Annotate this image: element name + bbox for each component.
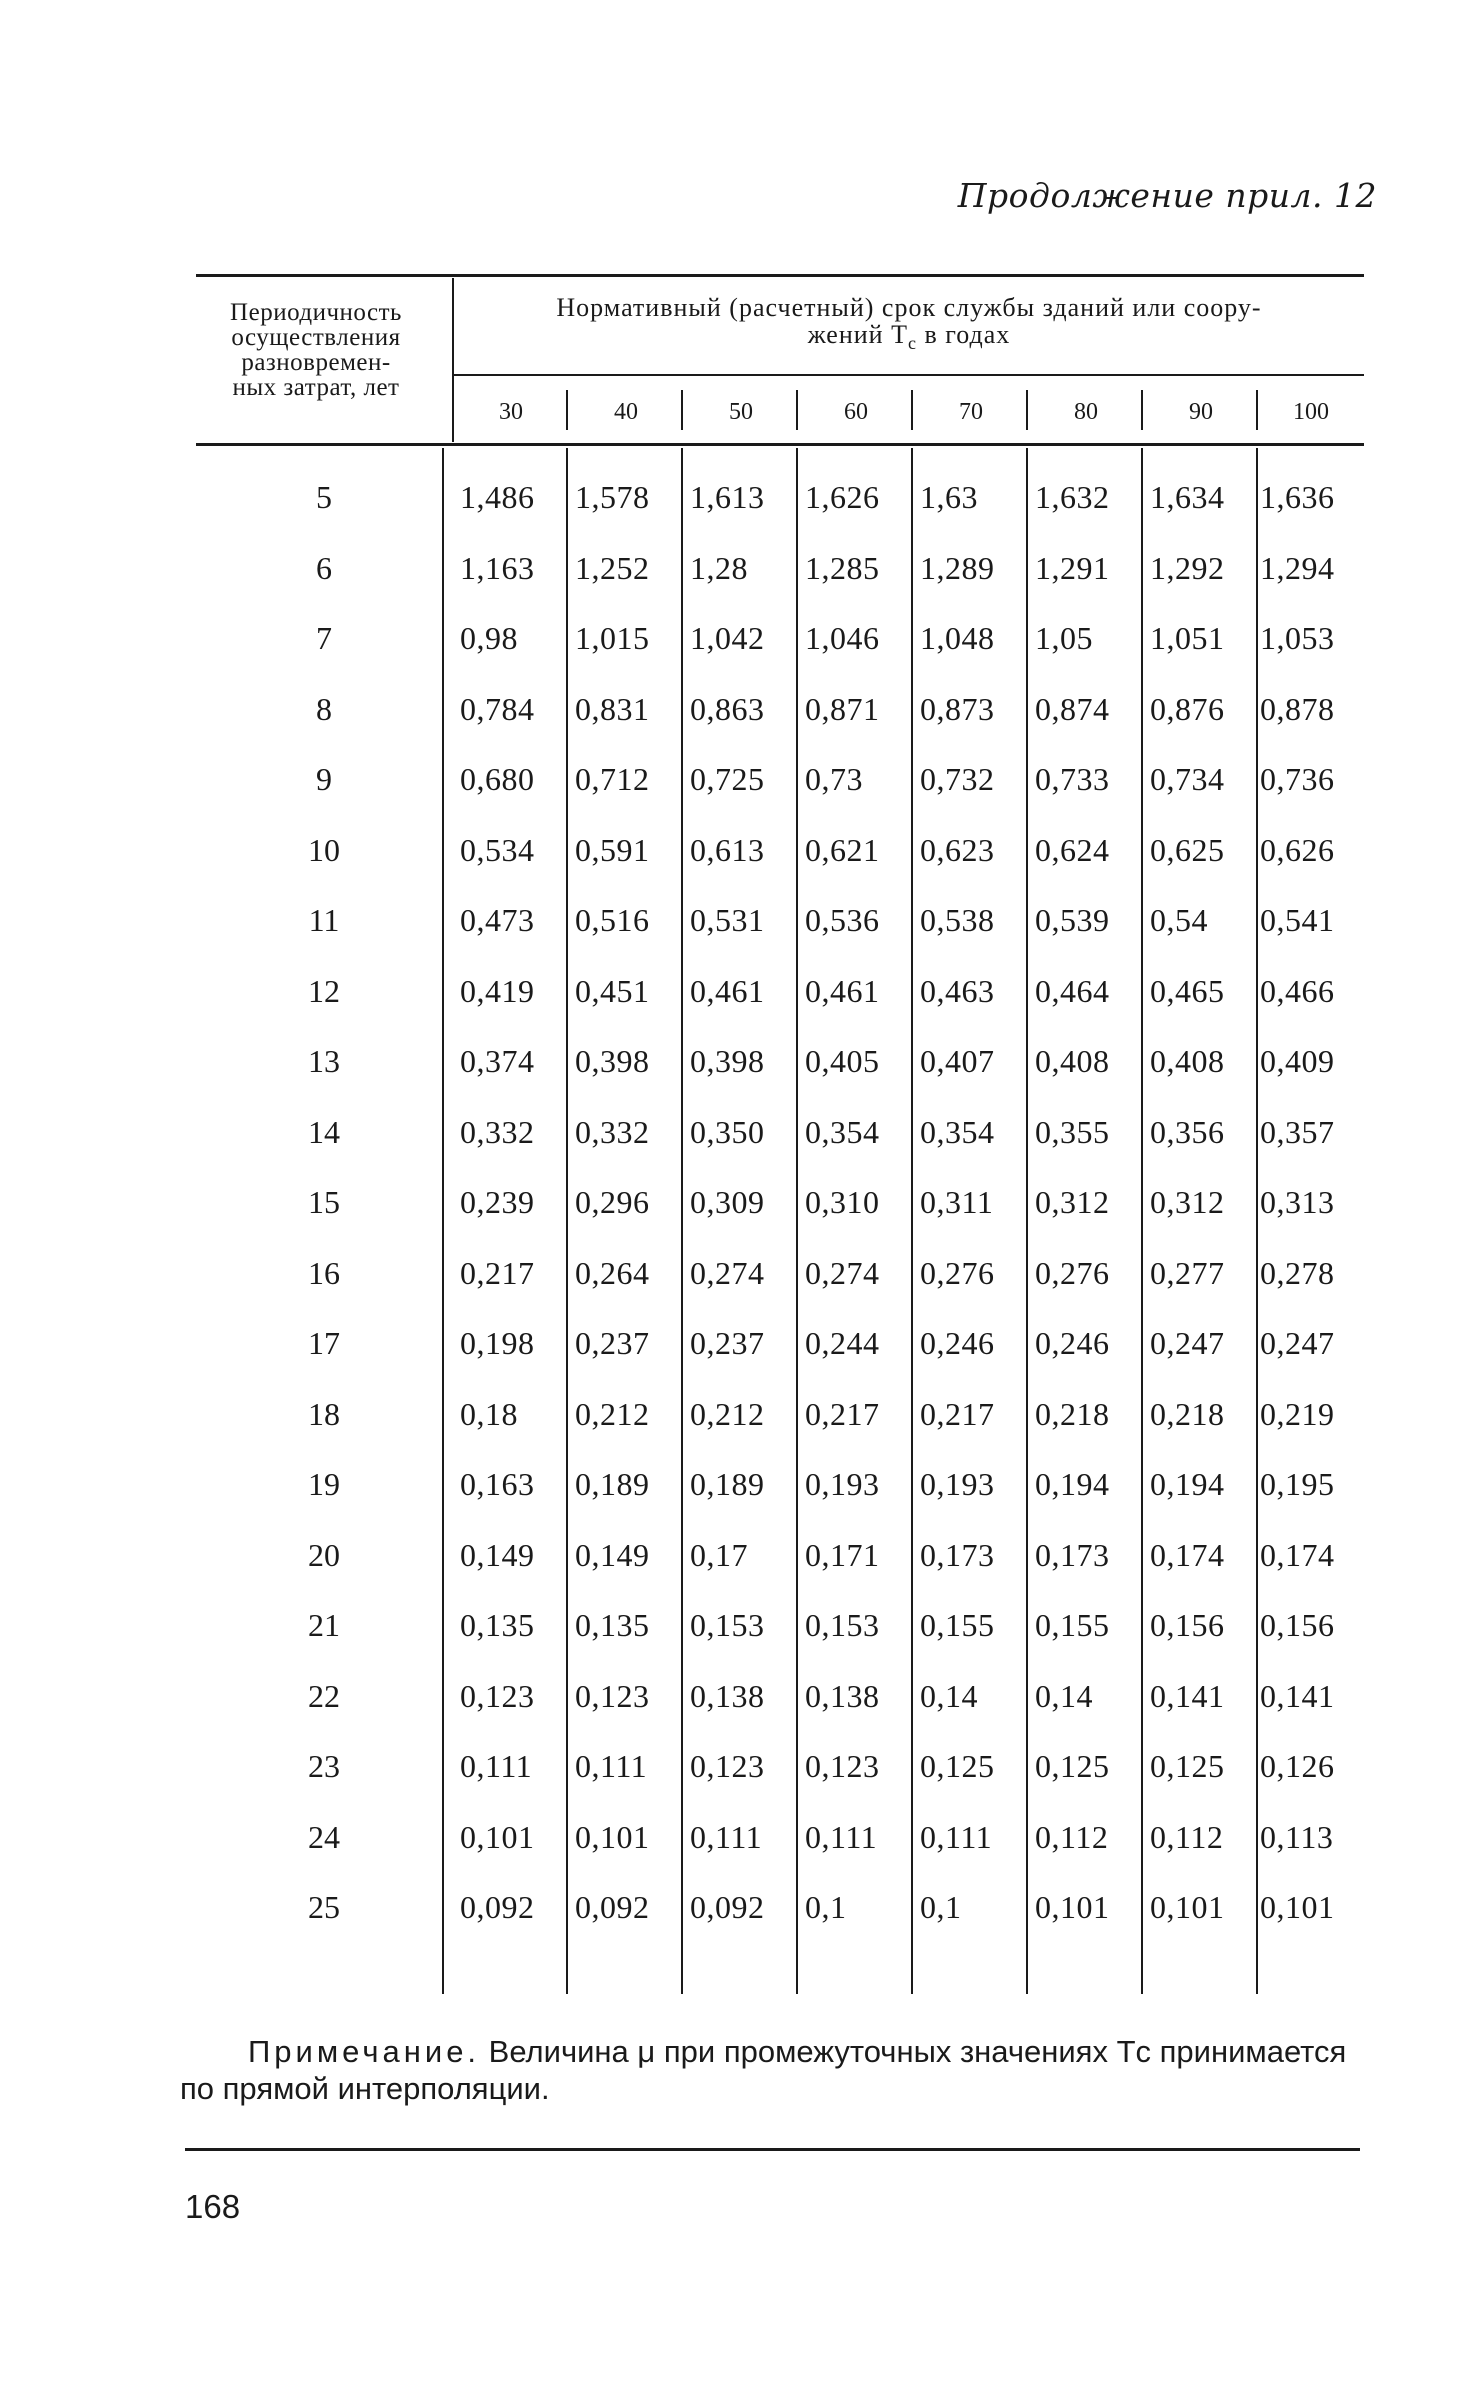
table-cell: 0,264 [575,1254,650,1291]
table-cell: 0,624 [1035,831,1110,868]
table-cell: 1,486 [460,479,535,515]
row-period: 24 [308,1818,340,1855]
period-header-line: разновремен- [241,349,391,376]
table-cell: 0,101 [460,1818,535,1855]
table-cell: 0,141 [1260,1677,1335,1714]
table-cell: 0,101 [1150,1889,1225,1925]
table-cell: 0,163 [460,1466,535,1502]
service-life-header-prefix: жений T [807,320,908,349]
column-header-divider [1026,390,1028,430]
table-cell: 0,246 [920,1325,995,1361]
table-cell: 0,126 [1260,1748,1335,1784]
table-cell: 0,101 [575,1818,650,1855]
period-header [196,300,436,400]
table-cell: 0,247 [1260,1325,1335,1361]
table-cell: 0,247 [1150,1325,1225,1361]
table-cell: 0,461 [805,972,880,1009]
table-cell: 0,101 [1035,1889,1110,1925]
table-cell: 1,291 [1035,549,1110,586]
table-cell: 0,473 [460,902,535,938]
table-cell: 0,195 [1260,1466,1335,1502]
column-divider [681,448,683,1994]
table-note [180,2033,1360,2107]
table-cell: 0,374 [460,1043,535,1079]
table-cell: 0,123 [690,1748,765,1784]
table-cell: 1,053 [1260,620,1335,656]
column-header-divider [911,390,913,430]
tc-subscript: c [907,333,917,353]
table-cell: 0,198 [460,1325,535,1361]
table-cell: 0,408 [1150,1043,1225,1079]
table-cell: 0,873 [920,690,995,727]
table-cell: 0,332 [460,1113,535,1150]
table-cell: 0,17 [690,1536,748,1573]
table-cell: 0,244 [805,1325,880,1361]
table-cell: 0,621 [805,831,880,868]
table-cell: 0,113 [1260,1818,1334,1855]
column-header: 90 [1189,399,1213,425]
table-cell: 1,05 [1035,620,1093,656]
table-cell: 0,350 [690,1113,765,1150]
table-cell: 0,218 [1150,1395,1225,1432]
table-cell: 1,292 [1150,549,1225,586]
row-period: 17 [308,1325,340,1361]
column-divider [1026,448,1028,1994]
service-life-header-suffix: в годах [916,320,1011,349]
table-cell: 0,536 [805,902,880,938]
row-period: 9 [316,761,332,797]
table-cell: 0,189 [575,1466,650,1502]
table-cell: 0,277 [1150,1254,1225,1291]
table-cell: 0,217 [805,1395,880,1432]
table-cell: 1,042 [690,620,765,656]
table-cell: 0,276 [1035,1254,1110,1291]
table-cell: 1,289 [920,549,995,586]
column-header: 70 [959,399,983,425]
column-divider [1141,448,1143,1994]
table-cell: 0,194 [1150,1466,1225,1502]
row-period: 19 [308,1466,340,1502]
table-cell: 0,111 [805,1818,878,1855]
table-cell: 0,312 [1150,1184,1225,1220]
table-cell: 0,212 [690,1395,765,1432]
table-cell: 0,149 [460,1536,535,1573]
table-cell: 0,125 [1150,1748,1225,1784]
table-cell: 0,135 [460,1607,535,1643]
table-cell: 0,149 [575,1536,650,1573]
table-cell: 0,332 [575,1113,650,1150]
coefficient-table [196,274,1364,1994]
table-cell: 0,153 [690,1607,765,1643]
table-cell: 0,135 [575,1607,650,1643]
row-period: 22 [308,1677,340,1714]
table-cell: 0,189 [690,1466,765,1502]
table-cell: 0,313 [1260,1184,1335,1220]
row-period: 16 [308,1254,340,1291]
table-cell: 0,625 [1150,831,1225,868]
note-text: Величина μ при промежуточных значениях Tс принимается по прямой интерполяции. [180,2034,1347,2106]
table-cell: 0,461 [690,972,765,1009]
table-cell: 0,173 [920,1536,995,1573]
table-cell: 0,534 [460,831,535,868]
table-cell: 0,408 [1035,1043,1110,1079]
table-cell: 0,138 [690,1677,765,1714]
table-cell: 0,878 [1260,690,1335,727]
column-header-divider [566,390,568,430]
row-period: 8 [316,690,332,727]
table-cell: 0,355 [1035,1113,1110,1150]
table-cell: 1,632 [1035,479,1110,515]
table-cell: 0,310 [805,1184,880,1220]
column-header: 40 [614,399,638,425]
table-cell: 1,28 [690,549,748,586]
column-header-divider [1141,390,1143,430]
table-cell: 0,274 [690,1254,765,1291]
table-cell: 0,111 [690,1818,763,1855]
table-cell: 0,123 [460,1677,535,1714]
table-cell: 0,871 [805,690,880,727]
table-cell: 0,1 [920,1889,962,1925]
table-cell: 0,18 [460,1395,518,1432]
column-header: 80 [1074,399,1098,425]
table-cell: 0,194 [1035,1466,1110,1502]
table-cell: 0,712 [575,761,650,797]
row-period: 25 [308,1889,340,1925]
row-period: 5 [316,479,332,515]
table-cell: 0,092 [460,1889,535,1925]
table-cell: 0,784 [460,690,535,727]
table-cell: 0,354 [920,1113,995,1150]
column-divider [796,448,798,1994]
table-cell: 1,252 [575,549,650,586]
table-cell: 0,405 [805,1043,880,1079]
table-cell: 0,54 [1150,902,1208,938]
table-cell: 1,163 [460,549,535,586]
table-cell: 0,73 [805,761,863,797]
table-cell: 0,237 [575,1325,650,1361]
table-cell: 0,732 [920,761,995,797]
table-cell: 0,516 [575,902,650,938]
table-cell: 0,111 [575,1748,648,1784]
table-cell: 1,285 [805,549,880,586]
table-cell: 0,212 [575,1395,650,1432]
table-cell: 0,725 [690,761,765,797]
period-header-line: Периодичность [230,299,402,326]
table-cell: 0,863 [690,690,765,727]
table-cell: 0,112 [1150,1818,1224,1855]
table-cell: 0,680 [460,761,535,797]
table-cell: 0,463 [920,972,995,1009]
table-cell: 0,538 [920,902,995,938]
table-top-rule [196,274,1364,277]
table-cell: 0,733 [1035,761,1110,797]
column-header: 100 [1293,399,1329,425]
header-bottom-rule [196,443,1364,446]
table-cell: 0,312 [1035,1184,1110,1220]
table-cell: 1,051 [1150,620,1225,656]
column-header-divider [681,390,683,430]
table-cell: 0,092 [575,1889,650,1925]
table-cell: 0,173 [1035,1536,1110,1573]
table-cell: 1,294 [1260,549,1335,586]
table-cell: 0,14 [920,1677,978,1714]
table-cell: 0,125 [920,1748,995,1784]
table-cell: 0,398 [690,1043,765,1079]
table-cell: 0,092 [690,1889,765,1925]
table-cell: 1,613 [690,479,765,515]
row-period: 14 [308,1113,340,1150]
service-life-header-line2 [454,321,1364,357]
table-cell: 0,237 [690,1325,765,1361]
table-cell: 0,156 [1260,1607,1335,1643]
table-cell: 0,734 [1150,761,1225,797]
table-cell: 0,541 [1260,902,1335,938]
column-header: 60 [844,399,868,425]
row-period: 21 [308,1607,340,1643]
table-cell: 0,111 [920,1818,993,1855]
table-cell: 1,578 [575,479,650,515]
row-period: 12 [308,972,340,1009]
table-cell: 1,634 [1150,479,1225,515]
page-number: 168 [185,2188,241,2225]
table-cell: 0,239 [460,1184,535,1220]
table-cell: 0,219 [1260,1395,1335,1432]
row-period: 11 [308,902,340,938]
period-header-line: ных затрат, лет [232,374,400,401]
table-cell: 0,626 [1260,831,1335,868]
table-cell: 0,101 [1260,1889,1335,1925]
table-cell: 0,356 [1150,1113,1225,1150]
row-period: 18 [308,1395,340,1432]
table-cell: 0,14 [1035,1677,1093,1714]
column-header: 30 [499,399,523,425]
table-cell: 0,217 [920,1395,995,1432]
table-cell: 0,174 [1260,1536,1335,1573]
row-period: 23 [308,1748,340,1784]
running-head: Продолжение прил. 12 [957,176,1377,215]
table-cell: 0,112 [1035,1818,1109,1855]
row-period: 13 [308,1043,340,1079]
table-cell: 0,613 [690,831,765,868]
table-cell: 0,155 [1035,1607,1110,1643]
row-period: 10 [308,831,340,868]
table-cell: 0,831 [575,690,650,727]
table-cell: 0,465 [1150,972,1225,1009]
table-cell: 0,193 [920,1466,995,1502]
table-cell: 0,311 [920,1184,994,1220]
table-cell: 0,531 [690,902,765,938]
table-cell: 0,123 [575,1677,650,1714]
table-cell: 0,138 [805,1677,880,1714]
table-cell: 0,357 [1260,1113,1335,1150]
table-cell: 0,171 [805,1536,880,1573]
table-cell: 0,736 [1260,761,1335,797]
footer-rule [185,2148,1360,2151]
service-life-header-line1: Нормативный (расчетный) срок службы зданий или соору- [556,293,1262,322]
table-cell: 0,296 [575,1184,650,1220]
table-cell: 0,591 [575,831,650,868]
table-cell: 0,193 [805,1466,880,1502]
table-cell: 0,246 [1035,1325,1110,1361]
table-cell: 0,876 [1150,690,1225,727]
table-cell: 1,048 [920,620,995,656]
table-cell: 0,309 [690,1184,765,1220]
table-cell: 0,123 [805,1748,880,1784]
table-cell: 1,626 [805,479,880,515]
row-period: 6 [316,549,332,586]
column-divider [1256,448,1258,1994]
table-cell: 0,98 [460,620,518,656]
column-divider [566,448,568,1994]
table-cell: 0,874 [1035,690,1110,727]
table-cell: 0,174 [1150,1536,1225,1573]
header-split-rule [452,374,1364,376]
column-header-divider [796,390,798,430]
table-cell: 0,141 [1150,1677,1225,1714]
table-cell: 0,276 [920,1254,995,1291]
table-cell: 1,015 [575,620,650,656]
table-cell: 0,155 [920,1607,995,1643]
table-cell: 0,623 [920,831,995,868]
service-life-header [454,294,1364,357]
table-cell: 0,451 [575,972,650,1009]
table-cell: 1,636 [1260,479,1335,515]
row-period: 15 [308,1184,340,1220]
table-cell: 0,464 [1035,972,1110,1009]
table-cell: 0,274 [805,1254,880,1291]
table-cell: 0,407 [920,1043,995,1079]
table-cell: 0,419 [460,972,535,1009]
table-cell: 0,125 [1035,1748,1110,1784]
column-divider [911,448,913,1994]
table-cell: 0,354 [805,1113,880,1150]
table-cell: 0,218 [1035,1395,1110,1432]
table-cell: 0,156 [1150,1607,1225,1643]
table-cell: 0,278 [1260,1254,1335,1291]
row-period: 20 [308,1536,340,1573]
table-cell: 0,153 [805,1607,880,1643]
table-cell: 0,539 [1035,902,1110,938]
table-cell: 0,1 [805,1889,847,1925]
table-cell: 0,111 [460,1748,533,1784]
table-cell: 1,63 [920,479,978,515]
table-cell: 0,398 [575,1043,650,1079]
column-header: 50 [729,399,753,425]
table-cell: 0,466 [1260,972,1335,1009]
table-cell: 1,046 [805,620,880,656]
table-cell: 0,217 [460,1254,535,1291]
row-period: 7 [316,620,332,656]
table-cell: 0,409 [1260,1043,1335,1079]
note-label: Примечание. [248,2034,481,2069]
period-column-divider [442,448,444,1994]
period-header-line: осуществления [231,324,401,351]
